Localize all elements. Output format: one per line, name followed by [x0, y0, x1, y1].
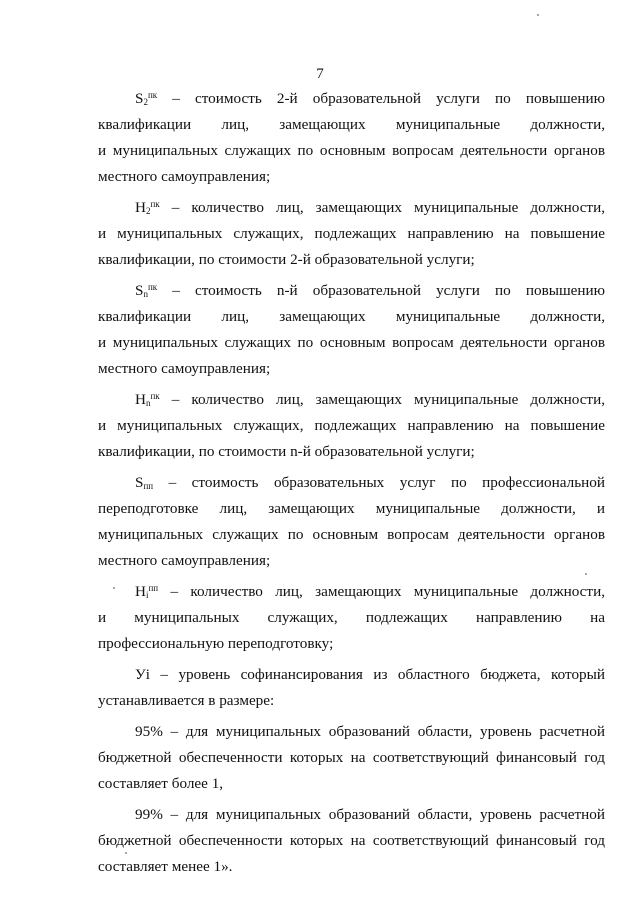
paragraph [98, 719, 605, 797]
paragraph [98, 387, 605, 465]
text-line [98, 631, 605, 657]
text-line [98, 330, 605, 356]
line-text: переподготовке лиц, замещающих муниципальные должности, и [98, 500, 605, 517]
formula-symbol [135, 199, 160, 216]
line-text: квалификации лиц, замещающих муниципальные должности, [98, 116, 605, 133]
symbol-subscript: пп [143, 481, 154, 491]
line-text: профессиональную переподготовку; [98, 635, 334, 652]
text-line [98, 719, 605, 745]
text-line [98, 496, 605, 522]
line-text: бюджетной обеспеченности которых на соответствующий финансовый год [98, 832, 605, 849]
text-line [98, 247, 605, 273]
line-text: местного самоуправления; [98, 168, 271, 185]
paragraph [98, 470, 605, 574]
text-line [98, 86, 605, 112]
text-line [98, 112, 605, 138]
text-line [98, 854, 605, 880]
text-line [98, 413, 605, 439]
line-text: местного самоуправления; [98, 552, 271, 569]
line-text: – количество лиц, замещающих муниципальные должности, [170, 583, 605, 600]
line-text: составляет менее 1». [98, 858, 233, 875]
paragraph [98, 802, 605, 880]
line-text: 99% – для муниципальных образований области, уровень расчетной [135, 806, 605, 823]
symbol-superscript: пп [148, 583, 159, 593]
symbol-base: S [135, 474, 144, 491]
text-line [98, 688, 605, 714]
line-text: и муниципальных служащих, подлежащих направлению на повышение [98, 417, 605, 434]
text-line [98, 828, 605, 854]
scan-speck [113, 587, 115, 589]
symbol-subscript: n [145, 398, 151, 408]
symbol-superscript: пк [150, 391, 160, 401]
paragraph [98, 662, 605, 714]
line-text: бюджетной обеспеченности которых на соответствующий финансовый год [98, 749, 605, 766]
text-line [98, 662, 605, 688]
symbol-superscript: пк [147, 282, 158, 292]
line-text: квалификации лиц, замещающих муниципальные должности, [98, 308, 605, 325]
line-text: – стоимость образовательных услуг по профессиональной [168, 474, 606, 491]
line-text: и муниципальных служащих по основным вопросам деятельности органов [98, 142, 605, 159]
formula-symbol [135, 474, 153, 491]
formula-symbol [135, 90, 157, 107]
text-line [98, 771, 605, 797]
text-line [98, 802, 605, 828]
symbol-subscript: n [143, 289, 148, 299]
scan-speck [125, 852, 127, 854]
text-line [98, 304, 605, 330]
line-text: и муниципальных служащих по основным вопросам деятельности органов [98, 334, 605, 351]
line-text: квалификации, по стоимости 2-й образовательной услуги; [98, 251, 475, 268]
formula-symbol [135, 282, 157, 299]
text-line [98, 745, 605, 771]
text-line [98, 439, 605, 465]
paragraph [98, 579, 605, 657]
symbol-base: H [135, 199, 146, 216]
page-number: 7 [316, 66, 324, 82]
symbol-subscript: 2 [143, 97, 148, 107]
symbol-base: S [135, 90, 144, 107]
line-text: составляет более 1, [98, 775, 224, 792]
line-text: – количество лиц, замещающих муниципальные должности, [171, 199, 605, 216]
document-body [98, 86, 605, 885]
symbol-subscript: i [145, 590, 149, 600]
line-text: местного самоуправления; [98, 360, 271, 377]
paragraph [98, 278, 605, 382]
line-text: – стоимость n-й образовательной услуги по повышению [172, 282, 605, 299]
text-line [98, 164, 605, 190]
paragraph [98, 86, 605, 190]
text-line [98, 138, 605, 164]
formula-symbol [135, 391, 160, 408]
line-text: квалификации, по стоимости n-й образовательной услуги; [98, 443, 475, 460]
line-text: – количество лиц, замещающих муниципальные должности, [171, 391, 605, 408]
text-line [98, 470, 605, 496]
text-line [98, 387, 605, 413]
symbol-base: H [135, 391, 146, 408]
line-text: – стоимость 2-й образовательной услуги по повышению [172, 90, 605, 107]
text-line [98, 579, 605, 605]
text-line [98, 278, 605, 304]
line-text: и муниципальных служащих, подлежащих направлению на [98, 609, 605, 626]
line-text: 95% – для муниципальных образований области, уровень расчетной [135, 723, 605, 740]
text-line [98, 195, 605, 221]
symbol-subscript: 2 [145, 206, 151, 216]
line-text: Уi – уровень софинансирования из областного бюджета, который [135, 666, 605, 683]
line-text: и муниципальных служащих, подлежащих направлению на повышение [98, 225, 605, 242]
text-line [98, 356, 605, 382]
line-text: устанавливается в размере: [98, 692, 275, 709]
text-line [98, 548, 605, 574]
symbol-superscript: пк [147, 90, 158, 100]
symbol-base: H [135, 583, 146, 600]
text-line [98, 221, 605, 247]
scan-speck [537, 14, 539, 16]
paragraph [98, 195, 605, 273]
scan-speck [585, 573, 587, 575]
symbol-superscript: пк [150, 199, 160, 209]
text-line [98, 605, 605, 631]
line-text: муниципальных служащих по основным вопросам деятельности органов [98, 526, 605, 543]
text-line [98, 522, 605, 548]
formula-symbol [135, 583, 158, 600]
symbol-base: S [135, 282, 144, 299]
